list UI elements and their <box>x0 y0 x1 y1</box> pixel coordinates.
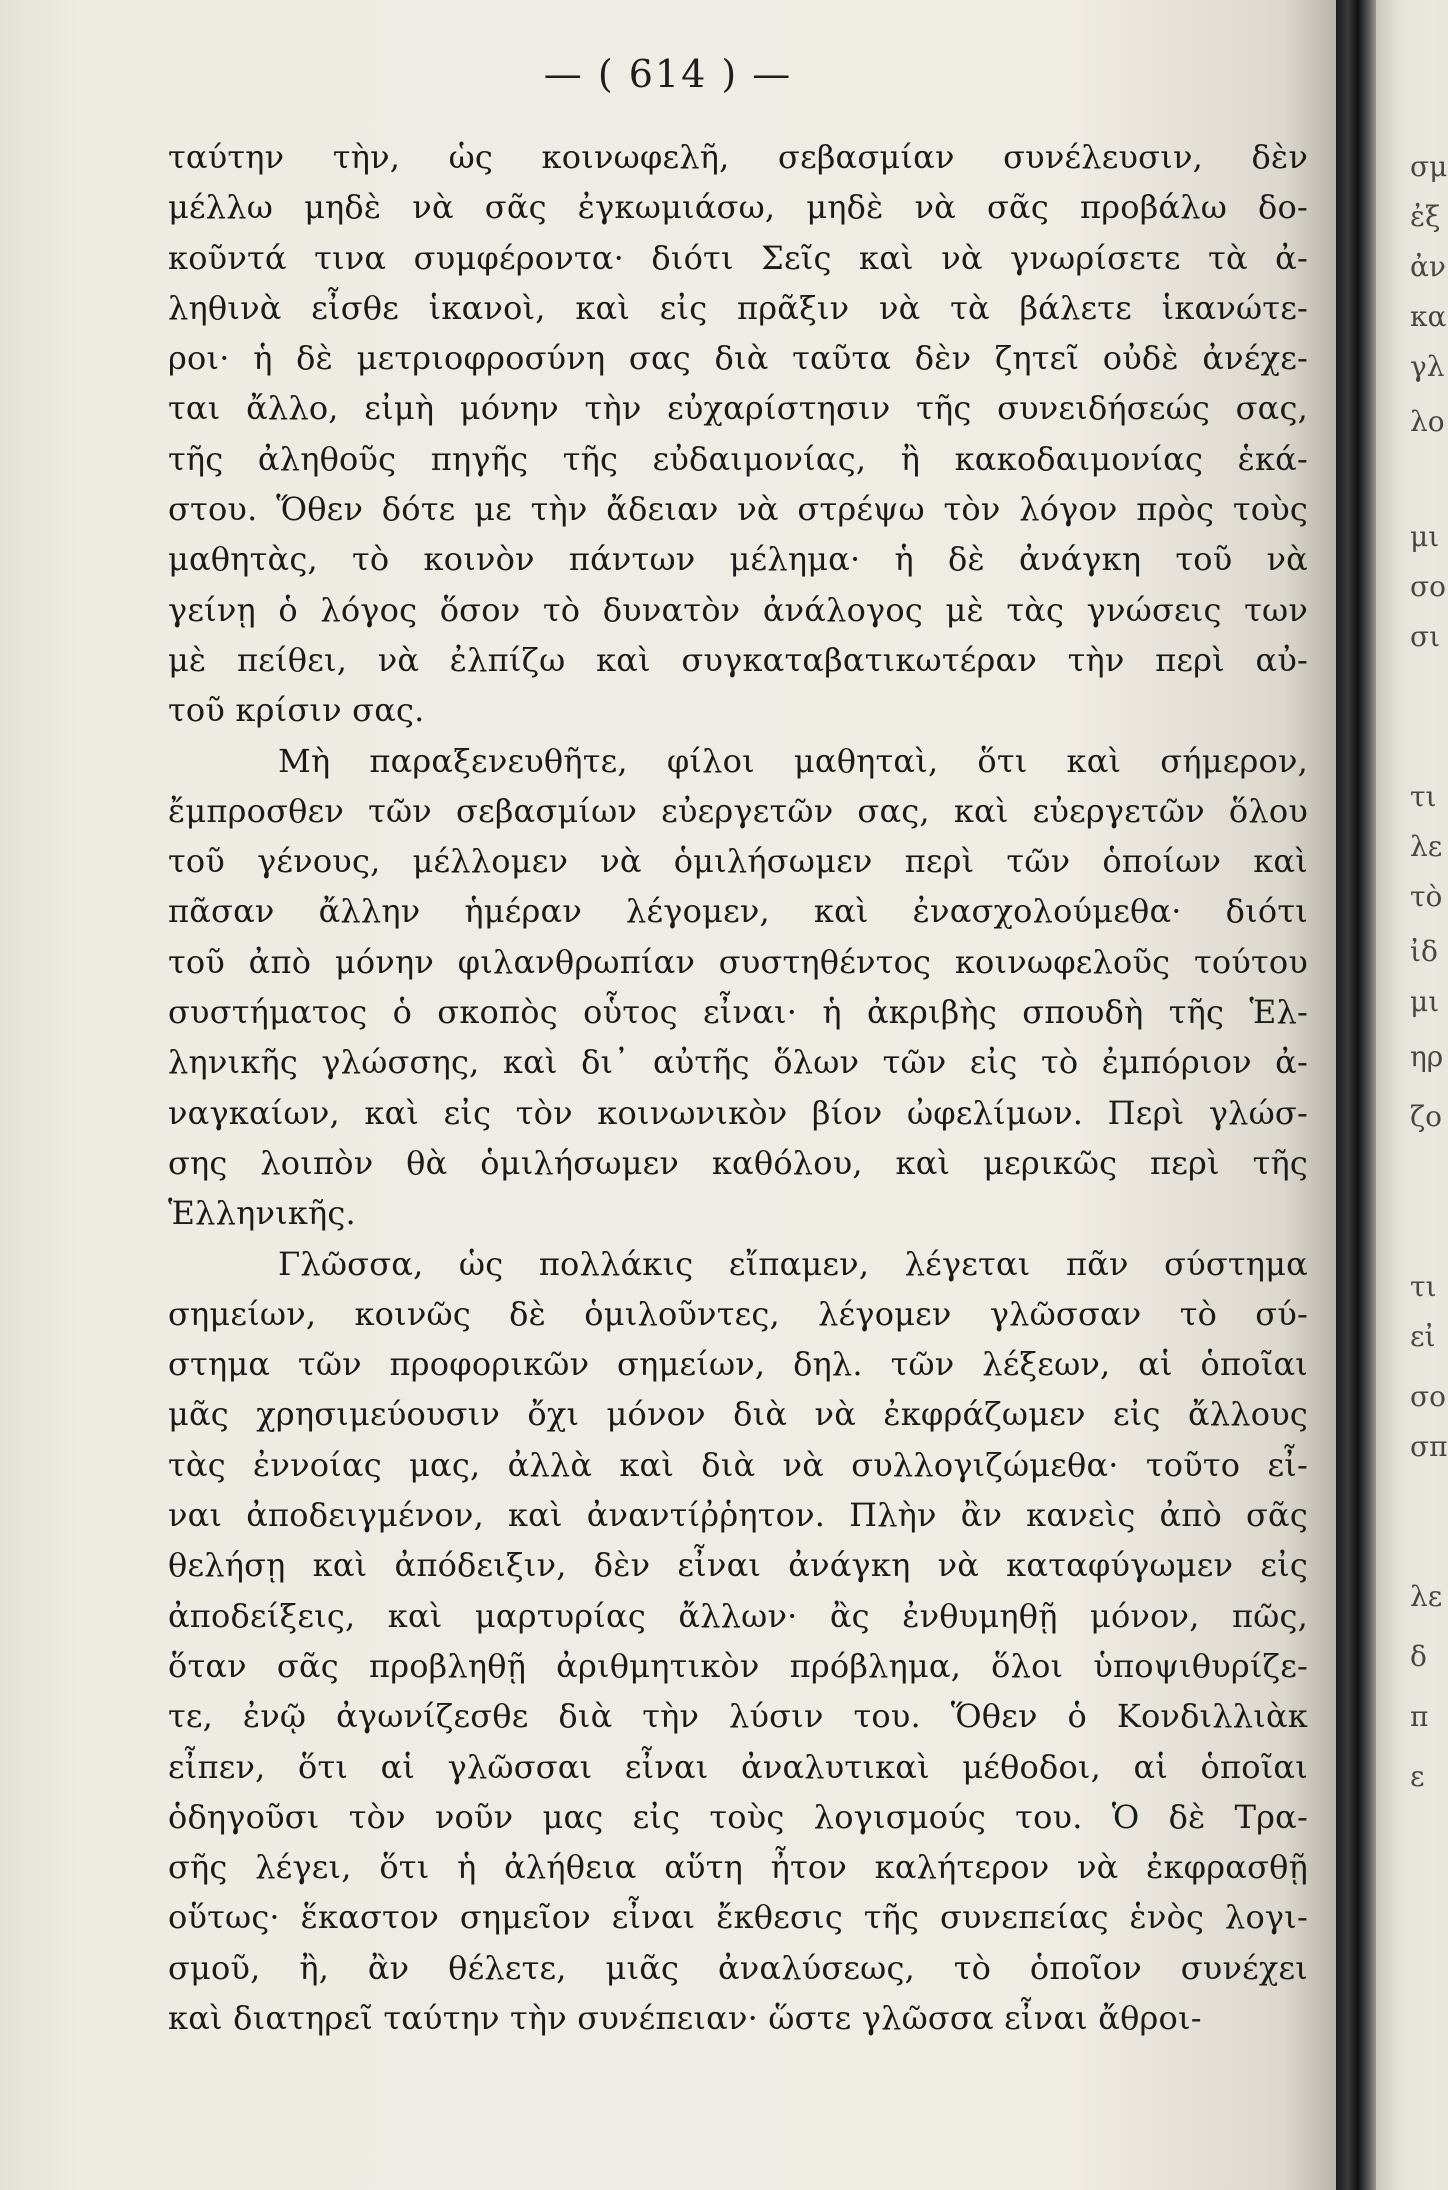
text-line: ὅταν σᾶς προβληθῇ ἀριθμητικὸν πρόβλημα, ὅλοι ὑποψιθυρίζε- <box>168 1646 1308 1685</box>
text-line: τοῦ γένους, μέλλομεν νὰ ὁμιλήσωμεν περὶ τῶν ὁποίων καὶ <box>168 842 1308 881</box>
adjacent-page-fragment: κα <box>1410 300 1447 333</box>
text-line: τοῦ κρίσιν σας. <box>168 691 425 730</box>
book-gutter <box>1336 0 1376 2190</box>
text-line: ται ἄλλο, εἰμὴ μόνην τὴν εὐχαρίστησιν τῆς συνειδήσεώς σας, <box>168 389 1308 428</box>
text-line: τῆς ἀληθοῦς πηγῆς τῆς εὐδαιμονίας, ἢ κακοδαιμονίας ἑκά- <box>168 439 1308 478</box>
adjacent-page-fragment: τι <box>1410 1270 1437 1303</box>
adjacent-page-edge <box>1376 0 1448 2190</box>
text-line: στημα τῶν προφορικῶν σημείων, δηλ. τῶν λέξεων, αἱ ὁποῖαι <box>168 1345 1308 1384</box>
text-line: ἀποδείξεις, καὶ μαρτυρίας ἄλλων· ἂς ἐνθυμηθῇ μόνον, πῶς, <box>168 1596 1308 1635</box>
adjacent-page-fragment: σο <box>1410 570 1446 603</box>
text-line: μὲ πείθει, νὰ ἐλπίζω καὶ συγκαταβατικωτέραν τὴν περὶ αὐ- <box>168 640 1308 679</box>
text-line: τὰς ἐννοίας μας, ἀλλὰ καὶ διὰ νὰ συλλογιζώμεθα· τοῦτο εἶ- <box>168 1445 1308 1484</box>
adjacent-page-fragment: εἰ <box>1410 1320 1436 1353</box>
page-number-header: — ( 614 ) — <box>543 52 793 96</box>
text-line: ναι ἀποδειγμένον, καὶ ἀναντίῤῥητον. Πλὴν ἂν κανεὶς ἀπὸ σᾶς <box>168 1496 1308 1535</box>
paragraph <box>168 736 1308 1239</box>
text-line: ταύτην τὴν, ὡς κοινωφελῆ, σεβασμίαν συνέλευσιν, δὲν <box>168 138 1308 176</box>
text-line: ληθινὰ εἶσθε ἱκανοὶ, καὶ εἰς πρᾶξιν νὰ τὰ βάλετε ἱκανώτε- <box>168 288 1308 327</box>
adjacent-page-fragment: λε <box>1410 830 1443 863</box>
adjacent-page-fragment: τι <box>1410 780 1437 813</box>
text-line: σης λοιπὸν θὰ ὁμιλήσωμεν καθόλου, καὶ μερικῶς περὶ τῆς <box>168 1143 1308 1182</box>
text-line: εἶπεν, ὅτι αἱ γλῶσσαι εἶναι ἀναλυτικαὶ μέθοδοι, αἱ ὁποῖαι <box>168 1747 1308 1786</box>
text-line: Ἑλληνικῆς. <box>168 1194 356 1233</box>
adjacent-page-fragment: λο <box>1410 405 1445 438</box>
text-line: σμοῦ, ἢ, ἂν θέλετε, μιᾶς ἀναλύσεως, τὸ ὁποῖον συνέχει <box>168 1948 1308 1987</box>
adjacent-page-fragment: μι <box>1410 985 1440 1018</box>
text-line: πᾶσαν ἄλλην ἡμέραν λέγομεν, καὶ ἐνασχολούμεθα· διότι <box>168 892 1308 931</box>
text-line: οὕτως· ἕκαστον σημεῖον εἶναι ἔκθεσις τῆς συνεπείας ἑνὸς λογι- <box>168 1898 1308 1937</box>
paragraph <box>168 132 1308 736</box>
text-line: ὁδηγοῦσι τὸν νοῦν μας εἰς τοὺς λογισμούς του. Ὁ δὲ Τρα- <box>168 1797 1308 1836</box>
text-line: σῆς λέγει, ὅτι ἡ ἀλήθεια αὕτη ἦτον καλήτερον νὰ ἐκφρασθῇ <box>168 1848 1308 1887</box>
adjacent-page-fragment: ηρ <box>1410 1040 1444 1073</box>
adjacent-page-fragment: ἐξ <box>1410 200 1441 233</box>
text-line: μαθητὰς, τὸ κοινὸν πάντων μέλημα· ἡ δὲ ἀνάγκη τοῦ νὰ <box>168 540 1308 579</box>
text-line: γείνῃ ὁ λόγος ὅσον τὸ δυνατὸν ἀνάλογος μὲ τὰς γνώσεις των <box>168 590 1308 629</box>
text-line: τε, ἐνῷ ἀγωνίζεσθε διὰ τὴν λύσιν του. Ὅθεν ὁ Κονδιλλιὰκ <box>168 1697 1308 1736</box>
text-line: θελήσῃ καὶ ἀπόδειξιν, δὲν εἶναι ἀνάγκη νὰ καταφύγωμεν εἰς <box>168 1546 1308 1585</box>
paragraph <box>168 1239 1308 2044</box>
adjacent-page-fragment: ζο <box>1410 1100 1443 1133</box>
text-line: καὶ διατηρεῖ ταύτην τὴν συνέπειαν· ὥστε γλῶσσα εἶναι ἄθροι- <box>168 1998 1202 2037</box>
adjacent-page-fragment: π <box>1410 1700 1429 1733</box>
text-line: κοῦντά τινα συμφέροντα· διότι Σεῖς καὶ νὰ γνωρίσετε τὰ ἀ- <box>168 238 1308 277</box>
adjacent-page-fragment: σπ <box>1410 1430 1448 1463</box>
text-line: μέλλω μηδὲ νὰ σᾶς ἐγκωμιάσω, μηδὲ νὰ σᾶς προβάλω δο- <box>168 188 1308 227</box>
adjacent-page-fragment: ἰδ <box>1410 935 1438 968</box>
text-line: μᾶς χρησιμεύουσιν ὄχι μόνον διὰ νὰ ἐκφράζωμεν εἰς ἄλλους <box>168 1395 1308 1434</box>
adjacent-page-fragment: ε <box>1410 1760 1425 1793</box>
adjacent-page-fragment: λε <box>1410 1580 1443 1613</box>
adjacent-page-fragment: σι <box>1410 620 1441 653</box>
text-line: ἔμπροσθεν τῶν σεβασμίων εὐεργετῶν σας, καὶ εὐεργετῶν ὅλου <box>168 791 1308 830</box>
page-body-text <box>168 132 1308 2043</box>
adjacent-page-fragment: τὸ <box>1410 880 1443 913</box>
text-line: Γλῶσσα, ὡς πολλάκις εἴπαμεν, λέγεται πᾶν σύστημα <box>278 1244 1308 1283</box>
adjacent-page-fragment: γλ <box>1410 350 1445 383</box>
adjacent-page-fragment: ἀν <box>1410 250 1446 283</box>
text-line: ληνικῆς γλώσσης, καὶ δι᾽ αὐτῆς ὅλων τῶν εἰς τὸ ἐμπόριον ἀ- <box>168 1043 1308 1082</box>
adjacent-page-fragment: δ <box>1410 1640 1427 1673</box>
adjacent-page-fragment: μι <box>1410 520 1440 553</box>
adjacent-page-fragment: σμ <box>1410 150 1448 183</box>
text-line: σημείων, κοινῶς δὲ ὁμιλοῦντες, λέγομεν γλῶσσαν τὸ σύ- <box>168 1294 1308 1333</box>
text-line: ροι· ἡ δὲ μετριοφροσύνη σας διὰ ταῦτα δὲν ζητεῖ οὐδὲ ἀνέχε- <box>168 339 1308 378</box>
text-line: τοῦ ἀπὸ μόνην φιλανθρωπίαν συστηθέντος κοινωφελοῦς τούτου <box>168 942 1308 981</box>
text-line: ναγκαίων, καὶ εἰς τὸν κοινωνικὸν βίον ὠφελίμων. Περὶ γλώσ- <box>168 1093 1308 1132</box>
text-line: Μὴ παραξενευθῆτε, φίλοι μαθηταὶ, ὅτι καὶ σήμερον, <box>278 741 1308 780</box>
text-line: συστήματος ὁ σκοπὸς οὗτος εἶναι· ἡ ἀκριβὴς σπουδὴ τῆς Ἑλ- <box>168 993 1308 1032</box>
text-line: στου. Ὅθεν δότε με τὴν ἄδειαν νὰ στρέψω τὸν λόγον πρὸς τοὺς <box>168 490 1308 529</box>
adjacent-page-fragment: σο <box>1410 1380 1446 1413</box>
